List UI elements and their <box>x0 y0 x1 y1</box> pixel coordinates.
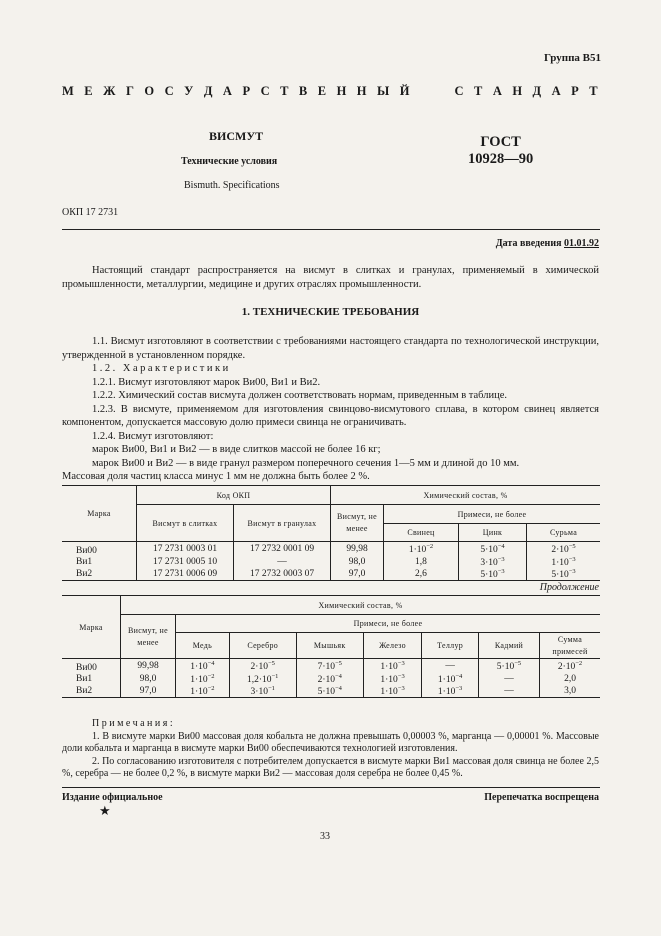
t1-h-mark: Марка <box>62 486 137 542</box>
para-1-2-1: 1.2.1. Висмут изготовляют марок Ви00, Ви1 и Ви2. <box>92 376 321 388</box>
note-1: 1. В висмуте марки Ви00 массовая доля кобальта не должна превышать 0,00003 %, марганца — 0,00001 %. Массовые доли кобальта и марганца в висмуте марки Ви00 обеспечиваются технологией изготовления. <box>62 730 599 754</box>
heading-letter: Т <box>473 84 483 98</box>
t2-cell-silver: $2\cdot 10^{-5}$ <box>229 659 296 674</box>
heading-letter: У <box>184 84 194 98</box>
t1-h-ingots: Висмут в слитках <box>137 505 234 542</box>
t2-h-cadmium: Кадмий <box>478 633 539 659</box>
t2-cell-arsenic: $7\cdot 10^{-5}$ <box>296 659 363 674</box>
section-title: 1. ТЕХНИЧЕСКИЕ ТРЕБОВАНИЯ <box>241 306 420 318</box>
heading-letter: Д <box>203 84 213 98</box>
heading-letter: Т <box>589 84 598 98</box>
para-1-2-4-granules: марок Ви00 и Ви2 — в виде гранул размером поперечного сечения 1—5 мм и длиной до 10 мм. <box>92 457 520 469</box>
t2-cell-tellurium: $1\cdot 10^{-3}$ <box>422 685 479 698</box>
t2-cell-iron: $1\cdot 10^{-3}$ <box>363 685 421 698</box>
document-title: ВИСМУТ <box>209 129 264 143</box>
intro-paragraph: Настоящий стандарт распространяется на висмут в слитках и гранулах, применяемый в химической промышленности, металлургии, медицине и других отраслях промышленности. <box>62 265 599 290</box>
t2-cell-mark: Ви00 <box>62 659 121 674</box>
reprint-prohibited: Перепечатка воспрещена <box>484 792 599 803</box>
heading-letter: Т <box>280 84 289 98</box>
heading-letter: Ы <box>377 84 390 98</box>
t2-h-copper: Медь <box>176 633 230 659</box>
t1-h-antimony: Сурьма <box>527 524 600 542</box>
t1-cell-bismuth: 97,0 <box>331 568 384 581</box>
requirements-text <box>62 335 599 484</box>
para-1-2-2: 1.2.2. Химический состав висмута должен соответствовать нормам, приведенным в таблице. <box>92 390 508 401</box>
table-row <box>62 685 600 698</box>
t1-cell-zinc: $5\cdot 10^{-4}$ <box>458 542 526 557</box>
t1-h-chem: Химический состав, % <box>331 486 601 505</box>
t2-h-arsenic: Мышьяк <box>296 633 363 659</box>
t2-cell-mark: Ви1 <box>62 673 121 685</box>
t2-cell-bismuth: 98,0 <box>121 673 176 685</box>
t1-cell-mark: Ви00 <box>62 542 137 557</box>
heading-letter: А <box>222 84 232 98</box>
t2-cell-silver: $3\cdot 10^{-1}$ <box>229 685 296 698</box>
t1-cell-lead: $1\cdot 10^{-2}$ <box>384 542 459 557</box>
notes <box>62 718 599 781</box>
t2-h-silver: Серебро <box>229 633 296 659</box>
composition-table-2 <box>62 595 600 698</box>
t1-cell-zinc: $3\cdot 10^{-3}$ <box>458 556 526 568</box>
footer-divider <box>62 787 600 788</box>
official-edition: Издание официальное <box>62 792 163 803</box>
continuation-label: Продолжение <box>539 582 599 593</box>
t2-cell-cadmium: — <box>478 673 539 685</box>
t2-h-bismuth: Висмут, не менее <box>121 615 176 659</box>
t2-cell-arsenic: $5\cdot 10^{-4}$ <box>296 685 363 698</box>
t2-h-chem: Химический состав, % <box>121 596 601 615</box>
standard-heading <box>62 84 598 99</box>
t2-cell-mark: Ви2 <box>62 685 121 698</box>
page-number: 33 <box>320 831 330 842</box>
t2-cell-sum: 3,0 <box>540 685 601 698</box>
heading-letter: А <box>492 84 502 98</box>
t2-cell-cadmium: $5\cdot 10^{-5}$ <box>478 659 539 674</box>
heading-letter: С <box>164 84 174 98</box>
notes-title: Примечания: <box>92 718 176 729</box>
heading-letter: Н <box>356 84 367 98</box>
t2-h-iron: Железо <box>363 633 421 659</box>
t1-cell-antimony: $1\cdot 10^{-3}$ <box>551 556 576 569</box>
heading-letter: Е <box>317 84 327 98</box>
document-subtitle: Технические условия <box>181 156 278 167</box>
heading-letter: О <box>144 84 155 98</box>
t2-cell-iron: $1\cdot 10^{-3}$ <box>363 673 421 685</box>
star-icon: ★ <box>99 803 111 818</box>
table-row <box>62 568 600 581</box>
composition-table-1 <box>62 485 600 581</box>
table-row <box>62 659 600 674</box>
t1-cell-lead: 2,6 <box>384 568 459 581</box>
t2-cell-bismuth: 97,0 <box>121 685 176 698</box>
t1-cell-mark: Ви1 <box>62 556 137 568</box>
t2-h-sum: Сумма примесей <box>540 633 601 659</box>
para-1-2: 1.2. Характеристики <box>92 363 231 374</box>
heading-letter: Н <box>336 84 347 98</box>
heading-letter: М <box>62 84 74 98</box>
t1-cell-mark: Ви2 <box>62 568 137 581</box>
para-1-2-3: 1.2.3. В висмуте, применяемом для изготовления свинцово-висмутового сплава, в котором свинец является компонентом, допускается массовую долю примеси свинца не ограничивать. <box>62 403 599 428</box>
t2-cell-copper: $1\cdot 10^{-4}$ <box>176 659 230 674</box>
t1-h-lead: Свинец <box>384 524 459 542</box>
t2-cell-cadmium: — <box>478 685 539 698</box>
effective-date <box>496 238 599 249</box>
gost-designation <box>468 134 533 168</box>
t2-cell-sum: 2,0 <box>564 674 576 685</box>
t1-cell-granules: — <box>234 556 331 568</box>
table-row <box>62 673 600 685</box>
t1-cell-granules: 17 2732 0003 07 <box>234 568 331 581</box>
document-title-en: Bismuth. Specifications <box>184 180 280 191</box>
heading-letter: А <box>551 84 561 98</box>
t1-cell-lead: 1,8 <box>384 556 459 568</box>
heading-letter: Г <box>125 84 134 98</box>
t2-h-impurities: Примеси, не более <box>176 615 601 633</box>
t2-cell-iron: $1\cdot 10^{-3}$ <box>363 659 421 674</box>
para-1-2-4-ingots: марок Ви00, Ви1 и Ви2 — в виде слитков массой не более 16 кг; <box>92 444 381 455</box>
heading-letter: Е <box>84 84 93 98</box>
heading-letter: Й <box>399 84 410 98</box>
t1-h-okp: Код ОКП <box>137 486 331 505</box>
okp-code: ОКП 17 2731 <box>62 207 119 218</box>
t1-cell-granules: 17 2732 0001 09 <box>234 542 331 557</box>
t1-cell-antimony: $2\cdot 10^{-5}$ <box>551 542 576 556</box>
heading-letter: Р <box>242 84 251 98</box>
t1-cell-zinc: $5\cdot 10^{-3}$ <box>458 568 526 581</box>
t1-h-granules: Висмут в гранулах <box>234 505 331 542</box>
t1-cell-bismuth: 99,98 <box>331 542 384 557</box>
heading-letter: Р <box>571 84 579 98</box>
t1-cell-bismuth: 98,0 <box>331 556 384 568</box>
t2-cell-copper: $1\cdot 10^{-2}$ <box>176 685 230 698</box>
para-1-2-4-fraction: Массовая доля частиц класса минус 1 мм не должна быть более 2 %. <box>62 471 370 482</box>
t2-cell-copper: $1\cdot 10^{-2}$ <box>176 673 230 685</box>
gost-number: 10928—90 <box>468 151 534 167</box>
t2-h-tellurium: Теллур <box>422 633 479 659</box>
t2-cell-arsenic: $2\cdot 10^{-4}$ <box>296 673 363 685</box>
t1-cell-ingots: 17 2731 0005 10 <box>137 556 234 568</box>
date-value: 01.01.92 <box>564 238 599 249</box>
t2-cell-bismuth: 99,98 <box>121 659 176 674</box>
t1-h-zinc: Цинк <box>458 524 526 542</box>
t2-cell-silver: $1,2\cdot 10^{-1}$ <box>229 673 296 685</box>
divider <box>62 229 600 230</box>
heading-letter: С <box>260 84 270 98</box>
heading-letter: С <box>454 84 464 98</box>
heading-letter: В <box>298 84 308 98</box>
group-label: Группа В51 <box>543 52 601 64</box>
gost-label: ГОСТ <box>480 134 521 150</box>
t1-h-impurities: Примеси, не более <box>384 505 601 524</box>
t2-cell-tellurium: — <box>422 659 479 674</box>
heading-letter: Д <box>532 84 542 98</box>
t2-h-mark: Марка <box>62 596 121 659</box>
t1-cell-antimony: $5\cdot 10^{-3}$ <box>527 568 600 581</box>
t1-h-bismuth: Висмут, не менее <box>331 505 384 542</box>
note-2: 2. По согласованию изготовителя с потребителем допускается в висмуте марки Ви1 массовая доля свинца не более 2,5 %, серебра — не более 0,2 %, в висмуте марки Ви2 — массовая доля серебра не более 0,45 %. <box>62 755 599 779</box>
t1-cell-ingots: 17 2731 0006 09 <box>137 568 234 581</box>
t2-cell-sum: $2\cdot 10^{-2}$ <box>557 659 583 673</box>
table-row <box>62 542 600 557</box>
table-row <box>62 556 600 568</box>
t1-cell-ingots: 17 2731 0003 01 <box>137 542 234 557</box>
heading-letter: Н <box>512 84 523 98</box>
para-1-1: 1.1. Висмут изготовляют в соответствии с требованиями настоящего стандарта по технологической инструкции, утвержденной в установленном порядке. <box>62 336 599 361</box>
para-1-2-4: 1.2.4. Висмут изготовляют: <box>92 430 214 442</box>
date-label: Дата введения <box>495 238 562 249</box>
t2-cell-tellurium: $1\cdot 10^{-4}$ <box>422 673 479 685</box>
heading-letter: Ж <box>103 84 116 98</box>
